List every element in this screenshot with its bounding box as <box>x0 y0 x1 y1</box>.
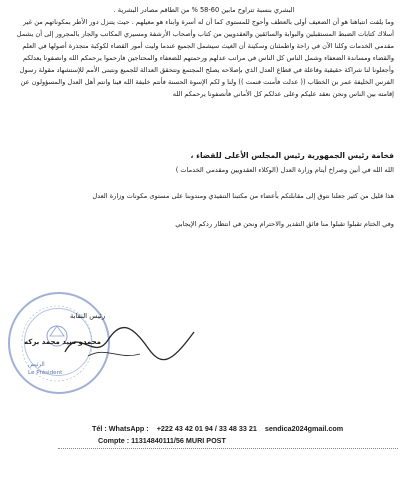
letter-closing: وفي الختام تقبلوا تقبلوا منا فائق التقدير والاحترام ونحن في انتظار ردكم الإيجابي <box>175 220 394 228</box>
letter-paragraph-5: هذا قليل من كثير جعلنا نتوق إلى مقابلتكم بأعضاء من مكتبنا التنفيذي ومندوبنا على مستوى مكونات وزارة العدل <box>92 192 394 200</box>
footer-divider <box>58 448 398 449</box>
phone-label: Tél : WhatsApp : <box>92 424 149 433</box>
signatory-title: رئيس النقابة <box>70 312 106 320</box>
stamp-label-ar: الرئيس <box>28 362 45 368</box>
letter-paragraph-4: الله الله في أنين وصراخ أيتام وزارة العدل (الوكلاء العقدويين ومقدمي الخدمات ) <box>175 166 394 174</box>
account-line: Compte : 11314840111/56 MURI POST <box>98 436 226 445</box>
stamp-label-fr: Le Président <box>28 370 63 376</box>
signatory-name: محمدو سيد محمد بركه <box>24 338 101 346</box>
letter-paragraph-1: البشري بنسبة تتراوح مابين 60-58 % من الطاقم مصادر البشرية . <box>113 6 295 14</box>
contact-line <box>92 424 349 433</box>
letter-paragraph-2: وما يلفت انتباهنا هو أن الضعيف أولى بالعطف وأحوج للمستوى كما أن له أسرة وابناء هو معيلهم . حيث يتنزل دور الأطر بمكوناتهم من غير أسلاك كتابات الضبط المستقبلين والبوابة والسائقين والعقدويين من كتاب وأصحاب الأرشفة ومسيري المكاتب والجار بالمجرور إلى أن يشمل مقدمي الخدمات وكلنا الآن في راحة واطمئنان وسكينة أن الغيث سيشمل الجميع عندما وليت أمور القضاء لكوكبة متجذرة أصولها في العلم والقضاء ومساندة الضعفاء وشمل الناس كل الناس في مراتب عدلهم ورحمتهم للضعفاء والمحتاجين فارحموا يرحمكم الله وانصفونا يعدلكم وأجعلونا لنا شراكة حقيقية وفاعلة في قطاع العدل الذي بإصلاحه يصلح المجتمع وتتحقق العدالة للجميع ونتبنى الأمم للإستشهاد مقولة رسول الفرس الخليفة عمر بن الخطاب (( عدلت فأمنت فنمت )) ولنا و لكم الإسوة الحسنة فأنتم خليفة الله فينا وانتم أهل العدل والمسؤولون عن إقامته بين الناس ونحن نعقد عليكم وعلى عدلكم كل الأماني فأنصفونا يرحمكم الله <box>16 18 394 98</box>
phone-numbers: +222 43 42 01 94 / 33 48 33 21 <box>156 424 257 433</box>
email-address[interactable]: sendica2024gmail.com <box>264 424 344 433</box>
letter-addressee: فخامة رئيس الجمهورية رئيس المجلس الأعلى للقضاء ، <box>190 151 394 160</box>
